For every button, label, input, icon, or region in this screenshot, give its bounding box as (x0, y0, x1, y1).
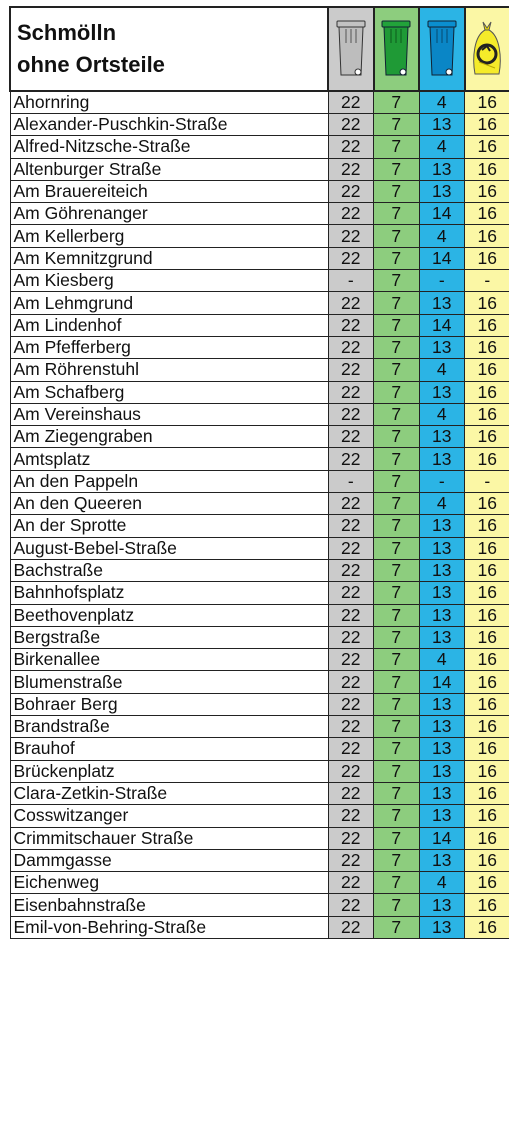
street-name: Ahornring (10, 91, 328, 114)
table-row (10, 760, 509, 782)
street-name: Brandstraße (10, 716, 328, 738)
green-bin-value: 7 (374, 158, 420, 180)
street-name: Brückenplatz (10, 760, 328, 782)
grey-bin-value: 22 (328, 91, 374, 114)
blue-bin-value: 13 (419, 537, 465, 559)
table-row (10, 716, 509, 738)
blue-bin-value: 13 (419, 916, 465, 938)
green-bin-value: 7 (374, 916, 420, 938)
street-name: An den Queeren (10, 493, 328, 515)
blue-bin-value: 13 (419, 693, 465, 715)
table-row (10, 136, 509, 158)
yellow-bag-value: 16 (465, 114, 510, 136)
green-bin-value: 7 (374, 537, 420, 559)
grey-bin-value: 22 (328, 582, 374, 604)
green-bin-value: 7 (374, 359, 420, 381)
table-row (10, 537, 509, 559)
table-row (10, 247, 509, 269)
street-rows (10, 91, 509, 938)
grey-bin-value: 22 (328, 403, 374, 425)
grey-bin-value: 22 (328, 782, 374, 804)
green-bin-value: 7 (374, 292, 420, 314)
yellow-bag-value: 16 (465, 738, 510, 760)
street-name: An der Sprotte (10, 515, 328, 537)
green-bin-value: 7 (374, 180, 420, 202)
green-bin-value: 7 (374, 559, 420, 581)
green-bin-value: 7 (374, 582, 420, 604)
table-row (10, 626, 509, 648)
table-row (10, 872, 509, 894)
table-row (10, 314, 509, 336)
grey-bin-value: 22 (328, 381, 374, 403)
grey-bin-value: 22 (328, 805, 374, 827)
blue-bin-value: 13 (419, 336, 465, 358)
blue-bin-value: - (419, 270, 465, 292)
yellow-bag-value: 16 (465, 426, 510, 448)
grey-bin-header (328, 7, 374, 91)
blue-bin-value: 13 (419, 292, 465, 314)
grey-bin-value: 22 (328, 203, 374, 225)
street-name: Altenburger Straße (10, 158, 328, 180)
street-name: Bahnhofsplatz (10, 582, 328, 604)
table-row (10, 604, 509, 626)
yellow-bag-value: 16 (465, 894, 510, 916)
table-row (10, 426, 509, 448)
yellow-bag-value: - (465, 270, 510, 292)
street-name: Cosswitzanger (10, 805, 328, 827)
grey-bin-value: 22 (328, 515, 374, 537)
yellow-bag-value: 16 (465, 604, 510, 626)
yellow-bag-value: - (465, 470, 510, 492)
street-name: An den Pappeln (10, 470, 328, 492)
grey-bin-value: 22 (328, 114, 374, 136)
yellow-recycling-bag-icon (470, 18, 504, 80)
street-name: Amtsplatz (10, 448, 328, 470)
table-row (10, 515, 509, 537)
yellow-bag-value: 16 (465, 292, 510, 314)
yellow-bag-value: 16 (465, 582, 510, 604)
street-name: Am Röhrenstuhl (10, 359, 328, 381)
blue-bin-value: 13 (419, 738, 465, 760)
street-name: Am Lehmgrund (10, 292, 328, 314)
blue-bin-value: 4 (419, 225, 465, 247)
blue-bin-value: 14 (419, 203, 465, 225)
table-row (10, 849, 509, 871)
yellow-bag-value: 16 (465, 760, 510, 782)
blue-bin-header (419, 7, 465, 91)
blue-bin-value: 13 (419, 894, 465, 916)
street-name: Bohraer Berg (10, 693, 328, 715)
street-name: Blumenstraße (10, 671, 328, 693)
table-row (10, 738, 509, 760)
table-row (10, 203, 509, 225)
table-row (10, 827, 509, 849)
grey-bin-value: 22 (328, 493, 374, 515)
yellow-bag-value: 16 (465, 559, 510, 581)
grey-bin-value: 22 (328, 716, 374, 738)
grey-bin-value: 22 (328, 448, 374, 470)
green-bin-value: 7 (374, 114, 420, 136)
green-bin-value: 7 (374, 493, 420, 515)
blue-bin-value: 14 (419, 247, 465, 269)
street-name: Alfred-Nitzsche-Straße (10, 136, 328, 158)
title-line-1: Schmölln (17, 20, 117, 45)
street-name: Am Kiesberg (10, 270, 328, 292)
yellow-bag-value: 16 (465, 693, 510, 715)
blue-bin-value: 13 (419, 559, 465, 581)
green-bin-value: 7 (374, 738, 420, 760)
blue-bin-value: 13 (419, 515, 465, 537)
table-row (10, 292, 509, 314)
table-row (10, 448, 509, 470)
grey-bin-value: 22 (328, 604, 374, 626)
green-bin-value: 7 (374, 671, 420, 693)
yellow-bag-value: 16 (465, 872, 510, 894)
green-bin-value: 7 (374, 872, 420, 894)
green-bin-value: 7 (374, 136, 420, 158)
blue-bin-value: 4 (419, 403, 465, 425)
yellow-bag-value: 16 (465, 203, 510, 225)
yellow-bag-value: 16 (465, 381, 510, 403)
blue-bin-value: 13 (419, 426, 465, 448)
grey-bin-value: 22 (328, 247, 374, 269)
green-bin-value: 7 (374, 760, 420, 782)
waste-calendar-sheet (9, 6, 509, 1121)
grey-bin-value: 22 (328, 336, 374, 358)
street-name: Crimmitschauer Straße (10, 827, 328, 849)
green-bin-value: 7 (374, 782, 420, 804)
blue-bin-value: 13 (419, 114, 465, 136)
green-bin-value: 7 (374, 426, 420, 448)
street-name: Beethovenplatz (10, 604, 328, 626)
grey-bin-value: 22 (328, 180, 374, 202)
blue-bin-value: 13 (419, 381, 465, 403)
table-row (10, 493, 509, 515)
green-bin-value: 7 (374, 693, 420, 715)
table-row (10, 158, 509, 180)
green-bin-header (374, 7, 420, 91)
yellow-bag-value: 16 (465, 314, 510, 336)
blue-bin-value: 4 (419, 136, 465, 158)
yellow-bag-value: 16 (465, 626, 510, 648)
grey-bin-value: - (328, 270, 374, 292)
grey-bin-value: 22 (328, 537, 374, 559)
yellow-bag-value: 16 (465, 537, 510, 559)
blue-bin-value: 13 (419, 760, 465, 782)
blue-bin-value: 13 (419, 626, 465, 648)
street-name: Am Vereinshaus (10, 403, 328, 425)
grey-bin-value: 22 (328, 872, 374, 894)
yellow-bag-value: 16 (465, 916, 510, 938)
street-name: Alexander-Puschkin-Straße (10, 114, 328, 136)
street-name: Am Kemnitzgrund (10, 247, 328, 269)
street-name: Am Lindenhof (10, 314, 328, 336)
street-name: Birkenallee (10, 649, 328, 671)
blue-bin-value: 4 (419, 872, 465, 894)
yellow-bag-value: 16 (465, 158, 510, 180)
street-name: Am Kellerberg (10, 225, 328, 247)
yellow-bag-value: 16 (465, 225, 510, 247)
table-row (10, 180, 509, 202)
yellow-bag-header (465, 7, 510, 91)
blue-bin-value: 13 (419, 716, 465, 738)
yellow-bag-value: 16 (465, 448, 510, 470)
yellow-bag-value: 16 (465, 782, 510, 804)
grey-bin-value: - (328, 470, 374, 492)
green-bin-value: 7 (374, 91, 420, 114)
blue-bin-value: 13 (419, 805, 465, 827)
yellow-bag-value: 16 (465, 849, 510, 871)
grey-bin-value: 22 (328, 292, 374, 314)
street-name: Emil-von-Behring-Straße (10, 916, 328, 938)
grey-bin-value: 22 (328, 827, 374, 849)
blue-bin-value: 4 (419, 91, 465, 114)
title-line-2: ohne Ortsteile (17, 52, 165, 77)
blue-bin-value: 4 (419, 493, 465, 515)
table-row (10, 91, 509, 114)
grey-bin-value: 22 (328, 649, 374, 671)
yellow-bag-value: 16 (465, 805, 510, 827)
green-bin-value: 7 (374, 314, 420, 336)
green-bin-value: 7 (374, 225, 420, 247)
street-name: August-Bebel-Straße (10, 537, 328, 559)
table-row (10, 805, 509, 827)
street-name: Am Brauereiteich (10, 180, 328, 202)
blue-bin-value: 4 (419, 359, 465, 381)
table-row (10, 114, 509, 136)
grey-bin-value: 22 (328, 916, 374, 938)
header-row (10, 7, 509, 91)
grey-bin-value: 22 (328, 738, 374, 760)
yellow-bag-value: 16 (465, 649, 510, 671)
grey-bin-value: 22 (328, 894, 374, 916)
street-name: Brauhof (10, 738, 328, 760)
green-bin-value: 7 (374, 403, 420, 425)
blue-bin-value: 14 (419, 314, 465, 336)
grey-residual-waste-bin-icon (336, 19, 366, 79)
street-name: Am Schafberg (10, 381, 328, 403)
green-bin-value: 7 (374, 626, 420, 648)
table-row (10, 582, 509, 604)
street-name: Am Pfefferberg (10, 336, 328, 358)
green-bin-value: 7 (374, 270, 420, 292)
grey-bin-value: 22 (328, 559, 374, 581)
grey-bin-value: 22 (328, 849, 374, 871)
blue-bin-value: 13 (419, 180, 465, 202)
street-name: Clara-Zetkin-Straße (10, 782, 328, 804)
green-bin-value: 7 (374, 336, 420, 358)
blue-bin-value: - (419, 470, 465, 492)
green-bin-value: 7 (374, 448, 420, 470)
green-bin-value: 7 (374, 827, 420, 849)
grey-bin-value: 22 (328, 359, 374, 381)
street-name: Bergstraße (10, 626, 328, 648)
table-row (10, 693, 509, 715)
blue-bin-value: 14 (419, 671, 465, 693)
table-row (10, 894, 509, 916)
street-name: Am Göhrenanger (10, 203, 328, 225)
yellow-bag-value: 16 (465, 180, 510, 202)
yellow-bag-value: 16 (465, 247, 510, 269)
street-name: Bachstraße (10, 559, 328, 581)
table-row (10, 359, 509, 381)
grey-bin-value: 22 (328, 136, 374, 158)
grey-bin-value: 22 (328, 426, 374, 448)
grey-bin-value: 22 (328, 626, 374, 648)
blue-bin-value: 4 (419, 649, 465, 671)
blue-paper-bin-icon (427, 19, 457, 79)
green-bin-value: 7 (374, 649, 420, 671)
table-row (10, 916, 509, 938)
blue-bin-value: 13 (419, 582, 465, 604)
yellow-bag-value: 16 (465, 493, 510, 515)
yellow-bag-value: 16 (465, 136, 510, 158)
street-name: Eichenweg (10, 872, 328, 894)
green-bin-value: 7 (374, 515, 420, 537)
grey-bin-value: 22 (328, 693, 374, 715)
table-row (10, 225, 509, 247)
table-row (10, 559, 509, 581)
collection-table (9, 6, 509, 939)
grey-bin-value: 22 (328, 314, 374, 336)
green-bin-value: 7 (374, 247, 420, 269)
yellow-bag-value: 16 (465, 336, 510, 358)
table-row (10, 782, 509, 804)
yellow-bag-value: 16 (465, 91, 510, 114)
street-name: Dammgasse (10, 849, 328, 871)
street-name: Am Ziegengraben (10, 426, 328, 448)
yellow-bag-value: 16 (465, 359, 510, 381)
blue-bin-value: 13 (419, 158, 465, 180)
green-bin-value: 7 (374, 805, 420, 827)
table-row (10, 381, 509, 403)
green-bin-value: 7 (374, 470, 420, 492)
green-bin-value: 7 (374, 381, 420, 403)
table-row (10, 336, 509, 358)
blue-bin-value: 13 (419, 448, 465, 470)
green-bin-value: 7 (374, 894, 420, 916)
table-title (10, 7, 328, 91)
yellow-bag-value: 16 (465, 403, 510, 425)
green-bin-value: 7 (374, 716, 420, 738)
green-bin-value: 7 (374, 849, 420, 871)
table-row (10, 470, 509, 492)
table-row (10, 671, 509, 693)
grey-bin-value: 22 (328, 671, 374, 693)
yellow-bag-value: 16 (465, 827, 510, 849)
grey-bin-value: 22 (328, 225, 374, 247)
blue-bin-value: 13 (419, 604, 465, 626)
blue-bin-value: 14 (419, 827, 465, 849)
green-bio-waste-bin-icon (381, 19, 411, 79)
blue-bin-value: 13 (419, 782, 465, 804)
yellow-bag-value: 16 (465, 716, 510, 738)
yellow-bag-value: 16 (465, 671, 510, 693)
table-row (10, 403, 509, 425)
green-bin-value: 7 (374, 203, 420, 225)
grey-bin-value: 22 (328, 760, 374, 782)
yellow-bag-value: 16 (465, 515, 510, 537)
table-row (10, 270, 509, 292)
grey-bin-value: 22 (328, 158, 374, 180)
table-row (10, 649, 509, 671)
street-name: Eisenbahnstraße (10, 894, 328, 916)
blue-bin-value: 13 (419, 849, 465, 871)
green-bin-value: 7 (374, 604, 420, 626)
